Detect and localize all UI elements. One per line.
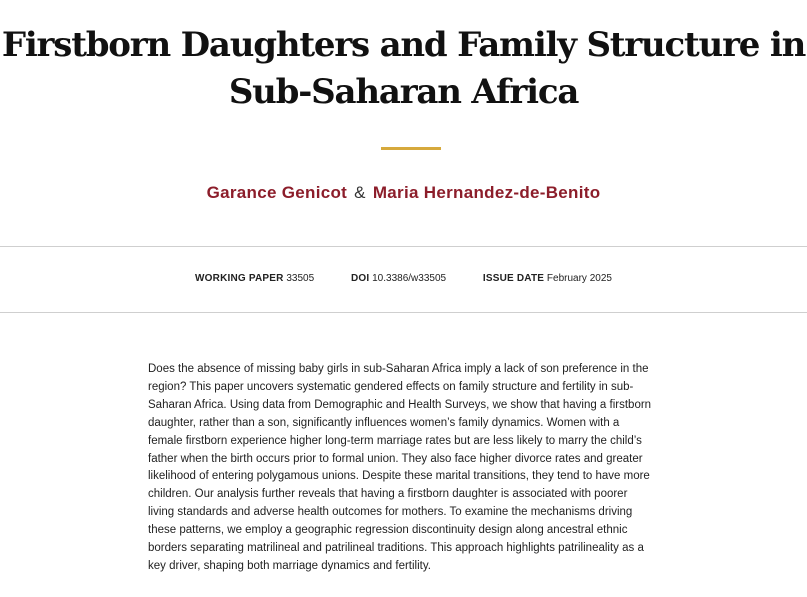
abstract-line: daughter, rather than a son, significantly influences women’s family dynamics. Women with a (148, 416, 620, 429)
title-accent-divider (381, 147, 441, 150)
abstract-line: children. Our analysis further reveals that having a firstborn daughter is associated with poorer (148, 488, 628, 501)
abstract-line: living standards and adverse health outcomes for mothers. To examine the mechanisms driving (148, 506, 633, 519)
author-list (0, 182, 807, 204)
abstract-line: these patterns, we employ a geographic regression discontinuity design along ancestral ethnic (148, 524, 628, 537)
page-title-line-1: Firstborn Daughters and Family Structure in (1, 25, 806, 65)
working-paper-value: 33505 (286, 273, 315, 284)
abstract-text (148, 361, 678, 576)
abstract-line: father when the birth occurs prior to formal union. They also face higher divorce rates and greater (148, 452, 643, 465)
author-separator: & (354, 183, 366, 202)
paper-metadata-band (0, 246, 807, 313)
paper-metadata-row (0, 272, 807, 286)
issue-date (483, 272, 612, 286)
page-title-line-2: Sub-Saharan Africa (228, 72, 579, 112)
abstract-line: Does the absence of missing baby girls in sub-Saharan Africa imply a lack of son preference in the (148, 363, 649, 375)
abstract-line: region? This paper uncovers systematic gendered effects on family structure and fertility in sub- (148, 380, 634, 393)
issue-date-label: ISSUE DATE (482, 273, 545, 284)
doi-label: DOI (350, 273, 370, 284)
working-paper-number (195, 272, 314, 286)
author-link-hernandez-de-benito[interactable]: Maria Hernandez-de-Benito (372, 183, 601, 202)
abstract-line: Saharan Africa. Using data from Demographic and Health Surveys, we show that having a firstborn (148, 398, 652, 411)
abstract-line: key driver, shaping both marriage dynamics and fertility. (148, 559, 431, 572)
abstract-line: likelihood of entering polygamous unions. Despite these marital transitions, they tend to have more (148, 470, 650, 483)
page-title (0, 22, 807, 116)
abstract-line: borders separating matrilineal and patrilineal traditions. This approach highlights patrilineality as a (148, 542, 644, 555)
doi (351, 272, 446, 286)
abstract-line: female firstborn experience higher long-term marriage rates but are less likely to marry the child’s (148, 434, 642, 447)
working-paper-label: WORKING PAPER (195, 273, 284, 284)
author-link-genicot[interactable]: Garance Genicot (206, 183, 348, 202)
issue-date-value: February 2025 (546, 273, 612, 284)
doi-value: 10.3386/w33505 (372, 273, 447, 284)
